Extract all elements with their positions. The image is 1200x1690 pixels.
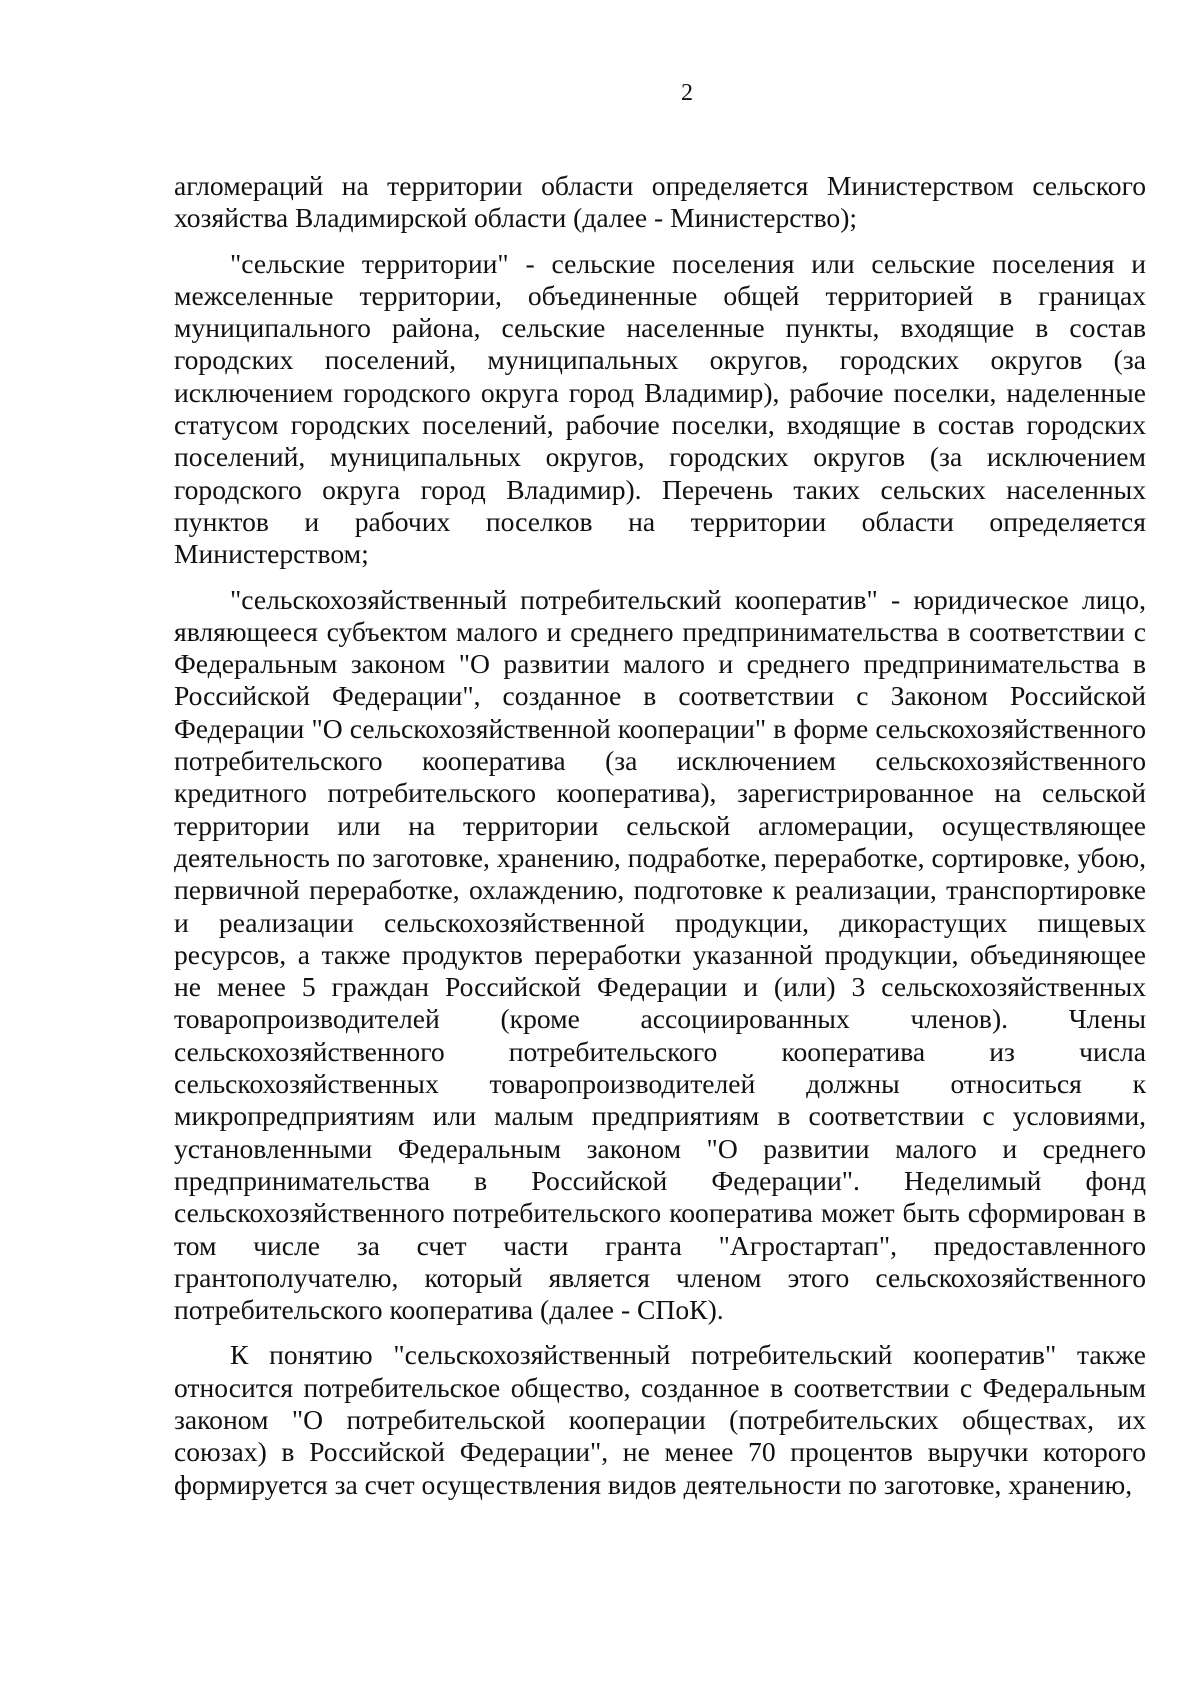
- paragraph-rural-territories: "сельские территории" - сельские поселения или сельские поселения и межселенные территории, объединенные общей территорией в границах муниципального района, сельские населенные пункты, входящие в состав городских поселений, муниципальных округов, городских округов (за исключением городского округа город Владимир), рабочие поселки, наделенные статусом городских поселений, рабочие поселки, входящие в состав городских поселений, муниципальных округов, городских округов (за исключением городского округа город Владимир). Перечень таких сельских населенных пунктов и рабочих поселков на территории области определяется Министерством;: [174, 247, 1146, 570]
- paragraph-continuation: агломераций на территории области определяется Министерством сельского хозяйства Владимирской области (далее - Министерство);: [174, 170, 1146, 234]
- document-body: [174, 170, 1146, 1514]
- paragraph-consumer-cooperative: "сельскохозяйственный потребительский кооператив" - юридическое лицо, являющееся субъектом малого и среднего предпринимательства в соответствии с Федеральным законом "О развитии малого и среднего предпринимательства в Российской Федерации", созданное в соответствии с Законом Российской Федерации "О сельскохозяйственной кооперации" в форме сельскохозяйственного потребительского кооператива (за исключением сельскохозяйственного кредитного потребительского кооператива), зарегистрированное на сельской территории или на территории сельской агломерации, осуществляющее деятельность по заготовке, хранению, подработке, переработке, сортировке, убою, первичной переработке, охлаждению, подготовке к реализации, транспортировке и реализации сельскохозяйственной продукции, дикорастущих пищевых ресурсов, а также продуктов переработки указанной продукции, объединяющее не менее 5 граждан Российской Федерации и (или) 3 сельскохозяйственных товаропроизводителей (кроме ассоциированных членов). Члены сельскохозяйственного потребительского кооператива из числа сельскохозяйственных товаропроизводителей должны относиться к микропредприятиям или малым предприятиям в соответствии с условиями, установленными Федеральным законом "О развитии малого и среднего предпринимательства в Российской Федерации". Неделимый фонд сельскохозяйственного потребительского кооператива может быть сформирован в том числе за счет части гранта "Агростартап", предоставленного грантополучателю, который является членом этого сельскохозяйственного потребительского кооператива (далее - СПоК).: [174, 583, 1146, 1326]
- page-number: 2: [681, 80, 693, 106]
- paragraph-consumer-society: К понятию "сельскохозяйственный потребительский кооператив" также относится потребительское общество, созданное в соответствии с Федеральным законом "О потребительской кооперации (потребительских обществах, их союзах) в Российской Федерации", не менее 70 процентов выручки которого формируется за счет осуществления видов деятельности по заготовке, хранению,: [174, 1339, 1146, 1500]
